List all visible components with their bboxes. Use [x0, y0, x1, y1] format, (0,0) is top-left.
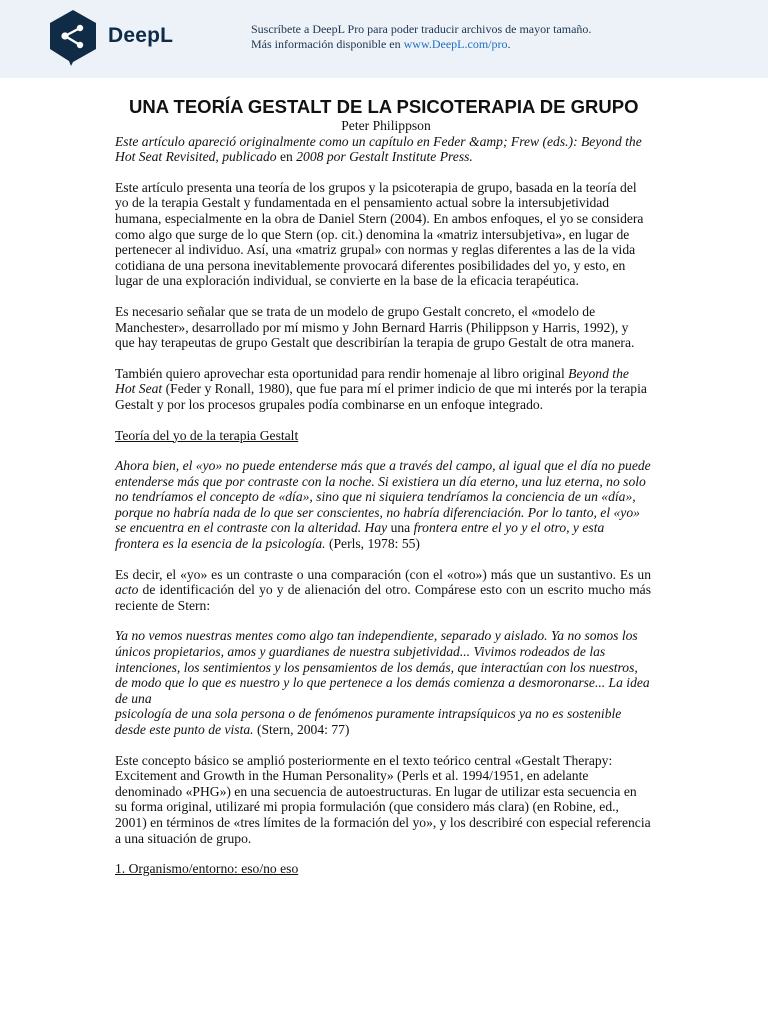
quote-perls-part-1: Ahora bien, el «yo» no puede entenderse más que a través del campo, al igual que el día no puede entenderse más que por contraste con la noche. Si existiera un día eterno, una luz eterna, no solo no tendríamos el concepto de «día», sino que ni siquiera tendríamos la conciencia de un «día», porque no habría nada de lo que ser conscientes, no habría diferenciación. Por lo tanto, el «yo» se encuentra en el contraste con la alteridad. Hay	[115, 458, 651, 536]
quote-perls	[115, 458, 651, 552]
paragraph-homage-part-2: (Feder y Ronall, 1980), que fue para mí el primer indicio de que mi interés por la terapia Gestalt y por los procesos grupales podía combinarse en un enfoque integrado.	[115, 381, 647, 412]
quote-stern-line-2: psicología de una sola persona o de fenómenos puramente intrapsíquicos ya no es sostenible desde este punto de vista.	[115, 706, 622, 737]
document-body	[115, 96, 651, 877]
quote-stern-citation: (Stern, 2004: 77)	[253, 722, 350, 737]
book-title: Beyond the Hot Seat	[115, 365, 629, 397]
quote-perls-plain: una	[387, 520, 414, 536]
publication-note-part-1: Este artículo apareció originalmente como un capítulo en Feder &amp; Frew (eds.): Beyond the Hot Seat Revisited, publicado	[115, 133, 642, 165]
paragraph-phg: Este concepto básico se amplió posteriormente en el texto teórico central «Gestalt Therapy: Excitement and Growth in the Human Personality» (Perls et al. 1994/1951, en adelante denominado «PHG») en una secuencia de autoestructuras. En lugar de utilizar esta secuencia en su forma original, utilizaré mi propia formulación (que considero más clara) (en Robine, ed., 2001) en términos de «tres límites de la formación del yo», y los describiré con especial referencia a una situación de grupo.	[115, 752, 651, 846]
quote-stern-line-1: Ya no vemos nuestras mentes como algo tan independiente, separado y aislado. Ya no somos los únicos propietarios, amos y guardianes de nuestra subjetividad... Vivimos rodeados de las intenciones, los sentimientos y los pensamientos de los demás, que interactúan con los nuestros, de modo que lo que es nuestro y lo que pertenece a los demás comienza a desmoronarse... La idea de una	[115, 628, 650, 706]
promo-line-2-suffix: .	[507, 37, 511, 51]
paragraph-homage	[115, 366, 651, 413]
promo-line-2	[251, 37, 591, 52]
quote-perls-part-2: frontera entre el yo y el otro, y esta frontera es la esencia de la psicología.	[115, 520, 605, 552]
act-word: acto	[115, 582, 139, 598]
section-heading-organism: 1. Organismo/entorno: eso/no eso	[115, 861, 299, 877]
promo-line-2-prefix: Más información disponible en	[251, 37, 404, 51]
deepl-brand-name: DeepL	[108, 24, 174, 47]
paragraph-homage-part-1: También quiero aprovechar esta oportunidad para rendir homenaje al libro original	[115, 365, 569, 381]
quote-stern	[115, 628, 651, 737]
paragraph-contrast-part-1: Es decir, el «yo» es un contraste o una comparación (con el «otro») más que un sustantivo. Es un	[115, 566, 651, 582]
paragraph-intro: Este artículo presenta una teoría de los grupos y la psicoterapia de grupo, basada en la teoría del yo de la terapia Gestalt y fundamentada en el pensamiento actual sobre la intersubjetividad humana, especialmente en la obra de Daniel Stern (2004). En ambos enfoques, el yo se considera como algo que surge de lo que Stern (op. cit.) denomina la «matriz intersubjetiva», en lugar de pertenecer al individuo. Así, una «matriz grupal» con normas y reglas diferentes a las de la vida cotidiana de una persona inevitablemente provocará diferentes posibilidades del yo, y esto, en lugar de una exploración individual, se convierte en la base de la eficacia terapéutica.	[115, 179, 644, 289]
quote-perls-citation: (Perls, 1978: 55)	[325, 536, 420, 552]
pro-promo-text	[251, 22, 591, 52]
paragraph-manchester-model: Es necesario señalar que se trata de un modelo de grupo Gestalt concreto, el «modelo de Manchester», desarrollado por mí mismo y John Bernard Harris (Philippson y Harris, 1992), y que hay terapeutas de grupo Gestalt que describirían la terapia de grupo Gestalt de otra manera.	[115, 303, 635, 351]
publication-note-part-2: en	[276, 149, 297, 165]
deepl-banner	[0, 0, 768, 78]
publication-note	[115, 134, 651, 165]
publication-note-part-3: 2008 por Gestalt Institute Press.	[296, 149, 473, 165]
document-title: UNA TEORÍA GESTALT DE LA PSICOTERAPIA DE GRUPO	[129, 96, 639, 117]
deepl-logo-icon[interactable]	[48, 9, 98, 67]
section-heading-self-theory: Teoría del yo de la terapia Gestalt	[115, 427, 299, 443]
deepl-pro-link[interactable]: www.DeepL.com/pro	[403, 37, 508, 51]
paragraph-contrast-part-2: de identificación del yo y de alienación del otro. Compárese esto con un escrito mucho más reciente de Stern:	[115, 582, 651, 613]
promo-line-1: Suscríbete a DeepL Pro para poder traducir archivos de mayor tamaño.	[251, 22, 592, 36]
document-author: Peter Philippson	[341, 118, 431, 133]
paragraph-contrast	[115, 567, 651, 614]
